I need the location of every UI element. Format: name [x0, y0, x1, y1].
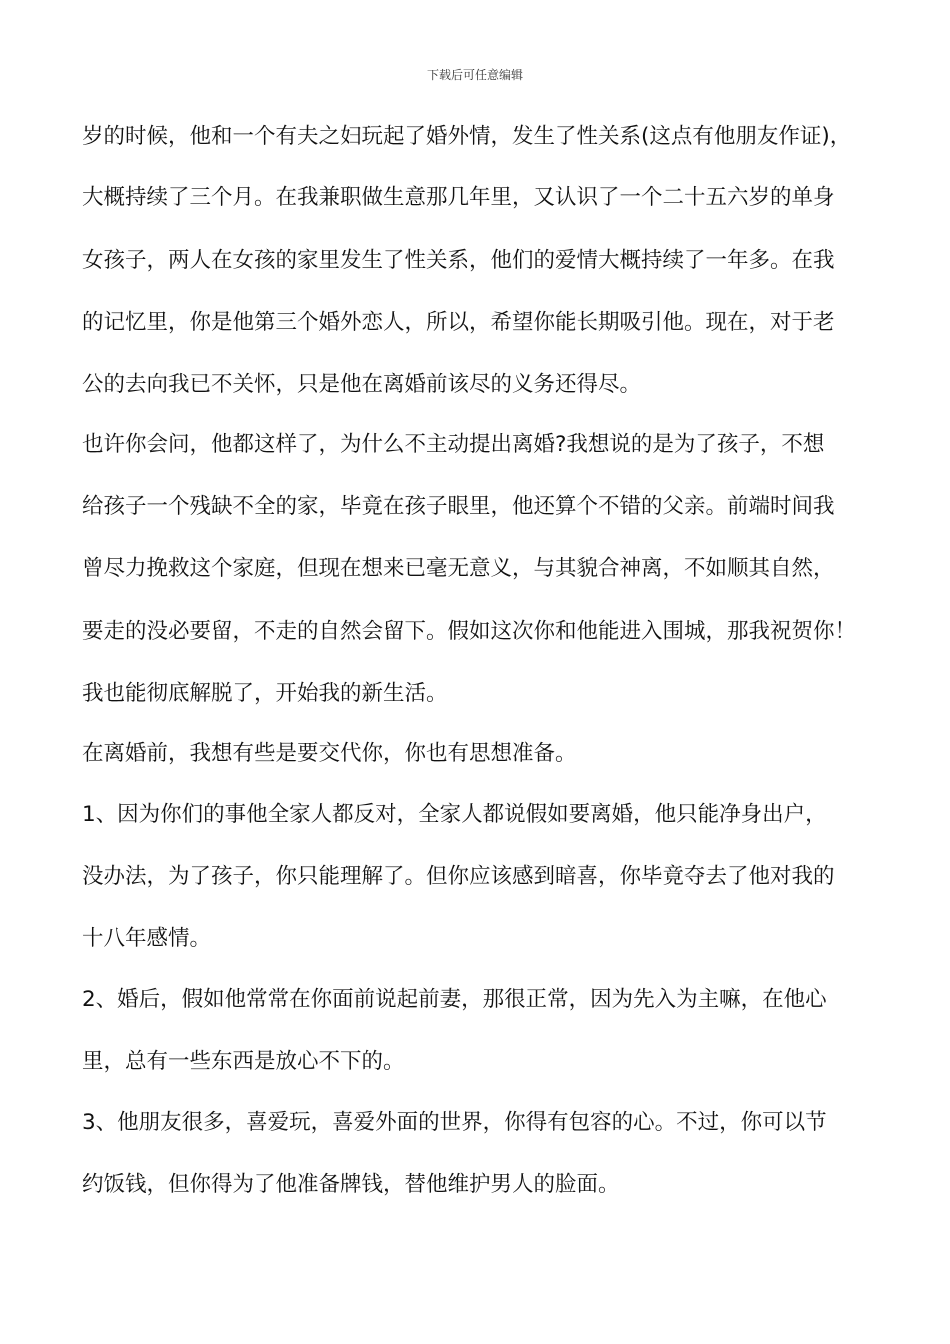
- text-line-18: 约饭钱，但你得为了他准备牌钱，替他维护男人的脸面。: [82, 1172, 620, 1197]
- text-line-10: 我也能彻底解脱了，开始我的新生活。: [82, 681, 448, 706]
- text-line-15: 2、婚后，假如他常常在你面前说起前妻，那很正常，因为先入为主嘛，在他心: [82, 987, 827, 1012]
- text-line-2: 大概持续了三个月。在我兼职做生意那几年里，又认识了一个二十五六岁的单身: [82, 185, 835, 210]
- text-line-16: 里，总有一些东西是放心不下的。: [82, 1049, 405, 1074]
- text-line-11: 在离婚前，我想有些是要交代你，你也有思想准备。: [82, 741, 577, 766]
- text-line-7: 给孩子一个残缺不全的家，毕竟在孩子眼里，他还算个不错的父亲。前端时间我: [82, 494, 835, 519]
- text-line-12: 1、因为你们的事他全家人都反对，全家人都说假如要离婚，他只能净身出户，: [82, 802, 827, 827]
- text-line-14: 十八年感情。: [82, 926, 212, 951]
- text-line-3: 女孩子，两人在女孩的家里发生了性关系，他们的爱情大概持续了一年多。在我: [82, 248, 835, 273]
- text-line-5: 公的去向我已不关怀，只是他在离婚前该尽的义务还得尽。: [82, 372, 642, 397]
- text-line-8: 曾尽力挽救这个家庭，但现在想来已毫无意义，与其貌合神离，不如顺其自然，: [82, 556, 835, 581]
- text-line-17: 3、他朋友很多，喜爱玩，喜爱外面的世界，你得有包容的心。不过，你可以节: [82, 1110, 827, 1135]
- text-line-6: 也许你会问，他都这样了，为什么不主动提出离婚?我想说的是为了孩子，不想: [82, 432, 825, 457]
- text-line-1: 岁的时候，他和一个有夫之妇玩起了婚外情，发生了性关系(这点有他朋友作证)，: [82, 124, 852, 149]
- text-line-13: 没办法，为了孩子，你只能理解了。但你应该感到暗喜，你毕竟夺去了他对我的: [82, 864, 835, 889]
- page-header: 下载后可任意编辑: [426, 68, 523, 82]
- text-line-9: 要走的没必要留，不走的自然会留下。假如这次你和他能进入围城，那我祝贺你！: [82, 619, 857, 644]
- text-line-4: 的记忆里，你是他第三个婚外恋人，所以，希望你能长期吸引他。现在，对于老: [82, 310, 835, 335]
